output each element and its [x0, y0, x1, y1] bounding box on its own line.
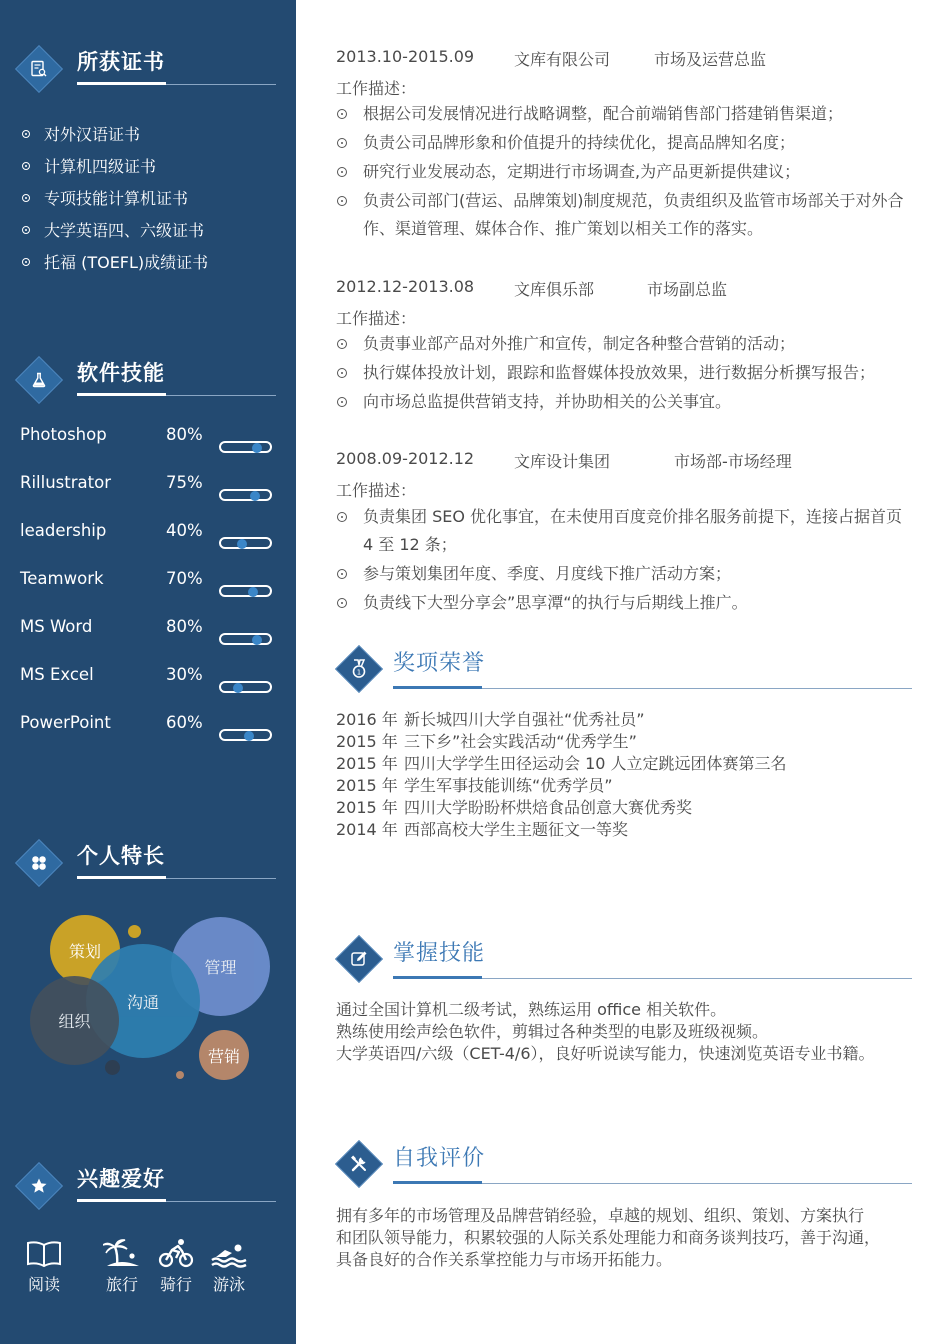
swimmer-icon [205, 1238, 253, 1268]
award-item [336, 797, 914, 819]
strengths-title: 个人特长 [77, 844, 165, 868]
skill-bar [219, 585, 272, 597]
awards-list [336, 709, 914, 841]
bullet-icon [22, 194, 30, 202]
awards-header [336, 648, 912, 698]
bullet-icon [337, 512, 347, 522]
hobby-swimming [205, 1238, 253, 1295]
duty-text: 负责公司部门(营运、品牌策划)制度规范，负责组织及监管市场部关于对外合作、渠道管理、媒体合作、推广策划以相关工作的落实。 [363, 191, 904, 238]
job-desc-label: 工作描述： [336, 79, 417, 98]
bullet-icon [22, 162, 30, 170]
skill-percent: 40% [166, 521, 203, 540]
bullet-icon [22, 226, 30, 234]
hobby-cycling [152, 1238, 200, 1295]
bubble-marketing [199, 1030, 249, 1080]
skill-level-knob [248, 587, 258, 597]
list-item [20, 124, 208, 156]
hobby-label: 游泳 [212, 1275, 245, 1294]
certificate-label: 大学英语四、六级证书 [44, 221, 205, 240]
duty-text: 参与策划集团年度、季度、月度线下推广活动方案； [363, 564, 732, 583]
duty-text: 执行媒体投放计划，跟踪和监督媒体投放效果，进行数据分析撰写报告； [363, 363, 876, 382]
duty-item [336, 330, 908, 358]
bullet-icon [337, 167, 347, 177]
award-text: 三下乡”社会实践活动“优秀学生” [404, 732, 637, 751]
skill-name: PowerPoint [20, 713, 111, 732]
skill-name: MS Word [20, 617, 93, 636]
duty-item [336, 359, 908, 387]
award-year: 2016 年 [336, 710, 398, 729]
skill-bar [219, 489, 272, 501]
section-divider-accent [77, 393, 166, 396]
section-divider-accent [393, 976, 482, 979]
skills-title: 掌握技能 [393, 941, 486, 966]
award-text: 新长城四川大学自强社“优秀社员” [404, 710, 645, 729]
bullet-icon [337, 598, 347, 608]
edit-icon [337, 938, 381, 980]
skill-bar [219, 441, 272, 453]
flask-icon [18, 359, 60, 401]
star-icon [18, 1165, 60, 1207]
bullet-icon [337, 397, 347, 407]
job-position: 市场部-市场经理 [674, 452, 792, 471]
duty-item [336, 129, 908, 157]
hobby-label: 阅读 [27, 1275, 60, 1294]
decorative-dot [176, 1071, 184, 1079]
skill-row [20, 617, 276, 657]
duty-text: 负责公司品牌形象和价值提升的持续优化，提高品牌知名度； [363, 133, 796, 152]
software-header [18, 357, 276, 407]
duty-text: 负责线下大型分享会”思享潭“的执行与后期线上推广。 [363, 593, 748, 612]
section-divider-accent [393, 686, 482, 689]
job-position: 市场副总监 [647, 280, 728, 299]
duty-item [336, 503, 908, 559]
skill-percent: 80% [166, 617, 203, 636]
job-company: 文库设计集团 [514, 452, 611, 471]
award-item [336, 709, 914, 731]
bullet-icon [337, 109, 347, 119]
self-eval-title: 自我评价 [393, 1146, 486, 1171]
bubble-label: 营销 [207, 1046, 240, 1066]
duty-item [336, 100, 908, 128]
list-item [20, 220, 208, 252]
award-year: 2015 年 [336, 732, 398, 751]
skill-level-knob [233, 683, 243, 693]
award-year: 2015 年 [336, 776, 398, 795]
bubble-label: 管理 [204, 958, 237, 977]
skills-header [336, 938, 912, 988]
bullet-icon [22, 130, 30, 138]
section-divider-accent [77, 82, 166, 85]
skill-bar [219, 633, 272, 645]
award-item [336, 753, 914, 775]
job-company: 文库有限公司 [514, 50, 611, 69]
job-period: 2013.10-2015.09 [336, 47, 475, 66]
skills-line: 通过全国计算机二级考试，熟练运用 office 相关软件。 [336, 1000, 727, 1019]
hobbies-title: 兴趣爱好 [77, 1167, 165, 1191]
hobby-travel [98, 1238, 146, 1295]
bubble-organization [30, 976, 119, 1065]
bullet-icon [22, 258, 30, 266]
self-eval-header [336, 1143, 912, 1193]
section-divider-accent [77, 876, 166, 879]
job-position: 市场及运营总监 [654, 50, 767, 69]
skill-level-knob [250, 491, 260, 501]
bubble-label: 组织 [58, 1012, 91, 1031]
hobby-label: 旅行 [105, 1275, 138, 1294]
award-text: 四川大学学生田径运动会 10 人立定跳远团体赛第三名 [404, 754, 787, 773]
self-eval-line: 和团队领导能力，积累较强的人际关系处理能力和商务谈判技巧，善于沟通， [336, 1228, 881, 1247]
skill-bar [219, 729, 272, 741]
skill-percent: 70% [166, 569, 203, 588]
palm-tree-icon [98, 1238, 146, 1268]
duty-item [336, 560, 908, 588]
skills-text [336, 999, 914, 1065]
duty-text: 研究行业发展动态，定期进行市场调查,为产品更新提供建议； [363, 162, 801, 181]
duty-item [336, 589, 908, 617]
skill-percent: 80% [166, 425, 203, 444]
certificate-list [20, 124, 208, 284]
skills-line: 大学英语四/六级（CET-4/6），良好听说读写能力，快速浏览英语专业书籍。 [336, 1044, 875, 1063]
hobbies-header [18, 1163, 276, 1213]
skill-name: Rillustrator [20, 473, 111, 492]
duty-text: 向市场总监提供营销支持，并协助相关的公关事宜。 [363, 392, 732, 411]
skill-name: MS Excel [20, 665, 94, 684]
award-item [336, 775, 914, 797]
job-period: 2008.09-2012.12 [336, 449, 475, 468]
award-text: 西部高校大学生主题征文一等奖 [404, 820, 629, 839]
certificate-label: 专项技能计算机证书 [44, 189, 189, 208]
bullet-icon [337, 196, 347, 206]
self-eval-line: 具备良好的合作关系掌控能力与市场开拓能力。 [336, 1250, 673, 1269]
certificate-label: 对外汉语证书 [44, 125, 141, 144]
awards-title: 奖项荣誉 [393, 651, 486, 676]
duty-text: 负责事业部产品对外推广和宣传，制定各种整合营销的活动； [363, 334, 796, 353]
job-desc-label: 工作描述： [336, 481, 417, 500]
job-company: 文库俱乐部 [514, 280, 595, 299]
skill-row [20, 665, 276, 705]
self-eval-line: 拥有多年的市场管理及品牌营销经验，卓越的规划、组织、策划、方案执行 [336, 1206, 865, 1225]
skill-row [20, 425, 276, 465]
job-desc-label: 工作描述： [336, 309, 417, 328]
duty-item [336, 158, 908, 186]
skill-level-knob [252, 443, 262, 453]
bubble-label: 沟通 [126, 992, 159, 1012]
skill-percent: 75% [166, 473, 203, 492]
duty-text: 负责集团 SEO 优化事宜，在未使用百度竞价排名服务前提下，连接占据首页 4 至 12 条； [363, 507, 903, 554]
book-icon [20, 1238, 68, 1268]
skill-bar [219, 537, 272, 549]
skill-row [20, 473, 276, 513]
skill-name: Photoshop [20, 425, 107, 444]
skills-line: 熟练使用绘声绘色软件，剪辑过各种类型的电影及班级视频。 [336, 1022, 769, 1041]
skill-row [20, 521, 276, 561]
decorative-dot [128, 925, 141, 938]
list-item [20, 252, 208, 284]
skill-percent: 30% [166, 665, 203, 684]
hobby-label: 骑行 [159, 1275, 192, 1294]
clover-icon [18, 842, 60, 884]
award-year: 2015 年 [336, 798, 398, 817]
hobby-reading [20, 1238, 68, 1295]
svg-text:1: 1 [356, 668, 362, 677]
cyclist-icon [152, 1238, 200, 1268]
list-item [20, 188, 208, 220]
award-item [336, 731, 914, 753]
strengths-header [18, 840, 276, 890]
bullet-icon [337, 368, 347, 378]
section-divider-accent [393, 1181, 482, 1184]
certificate-icon [18, 48, 60, 90]
skill-level-knob [252, 635, 262, 645]
certificates-title: 所获证书 [77, 50, 165, 74]
sidebar [0, 0, 296, 1344]
skill-bar [219, 681, 272, 693]
self-eval-text [336, 1205, 914, 1271]
bullet-icon [337, 339, 347, 349]
strengths-bubble-cluster [0, 900, 296, 1100]
skill-level-knob [237, 539, 247, 549]
award-year: 2014 年 [336, 820, 398, 839]
duty-text: 根据公司发展情况进行战略调整，配合前端销售部门搭建销售渠道； [363, 104, 844, 123]
software-title: 软件技能 [77, 361, 165, 385]
skill-level-knob [244, 731, 254, 741]
medal-icon [337, 648, 381, 690]
tools-icon [337, 1143, 381, 1185]
skill-row [20, 569, 276, 609]
award-text: 四川大学盼盼杯烘焙食品创意大赛优秀奖 [404, 798, 693, 817]
certificate-label: 托福 (TOEFL)成绩证书 [44, 253, 209, 272]
list-item [20, 156, 208, 188]
bullet-icon [337, 569, 347, 579]
certificate-label: 计算机四级证书 [44, 157, 157, 176]
duty-item [336, 388, 908, 416]
section-divider-accent [77, 1199, 166, 1202]
award-year: 2015 年 [336, 754, 398, 773]
award-item [336, 819, 914, 841]
job-period: 2012.12-2013.08 [336, 277, 475, 296]
decorative-dot [105, 1060, 120, 1075]
skill-name: Teamwork [20, 569, 104, 588]
bubble-label: 策划 [68, 941, 101, 961]
certificates-header [18, 46, 276, 96]
skill-name: leadership [20, 521, 107, 540]
bullet-icon [337, 138, 347, 148]
duty-item [336, 187, 908, 243]
skill-percent: 60% [166, 713, 203, 732]
award-text: 学生军事技能训练“优秀学员” [404, 776, 613, 795]
skill-row [20, 713, 276, 753]
